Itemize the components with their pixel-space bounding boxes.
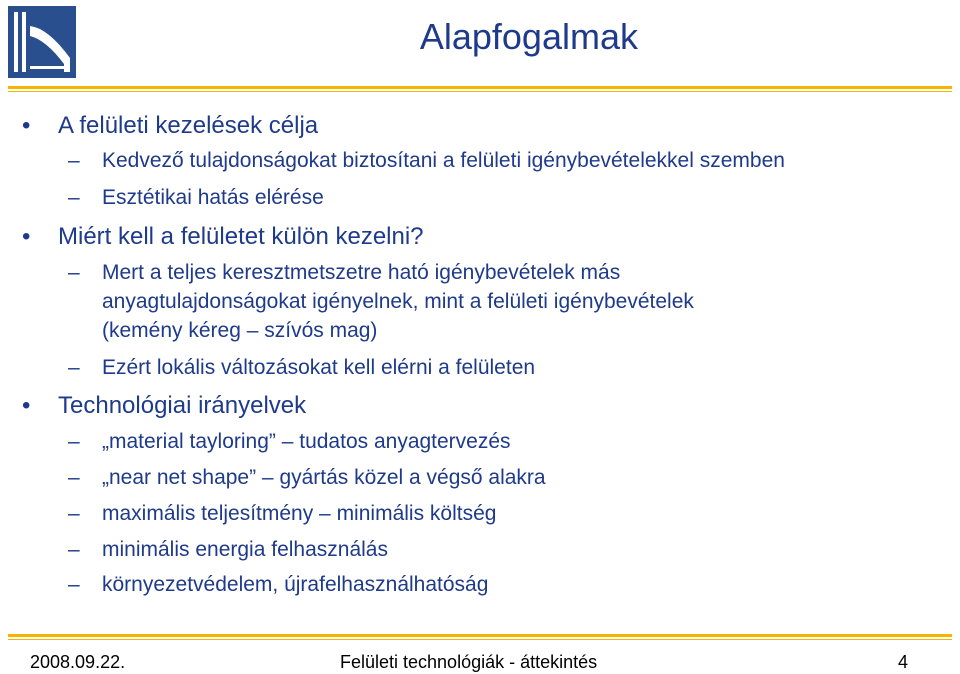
- en-dash-icon: –: [68, 186, 80, 209]
- sub-bullet-item: [68, 427, 511, 457]
- sub-bullet-item: [68, 499, 497, 529]
- sub-bullet-text: Kedvező tulajdonságokat biztosítani a felületi igénybevételekkel szemben: [102, 149, 785, 172]
- en-dash-icon: –: [68, 573, 80, 596]
- sub-bullet-text: (kemény kéreg – szívós mag): [102, 319, 378, 342]
- header-rule: [8, 86, 952, 89]
- sub-bullet-text: minimális energia felhasználás: [102, 538, 388, 561]
- footer-rule-thin: [8, 639, 952, 640]
- sub-bullet-text: „near net shape” – gyártás közel a végső alakra: [102, 466, 546, 489]
- sub-bullet-text: Ezért lokális változásokat kell elérni a felületen: [102, 356, 536, 379]
- bullet-item: [22, 112, 319, 140]
- en-dash-icon: –: [68, 149, 80, 172]
- en-dash-icon: –: [68, 538, 80, 561]
- sub-bullet-text: anyagtulajdonságokat igényelnek, mint a felületi igénybevételek: [102, 290, 694, 313]
- footer-rule: [8, 634, 952, 637]
- footer-course: Felületi technológiák - áttekintés: [340, 652, 598, 672]
- footer-page-number: 4: [897, 652, 908, 672]
- sub-bullet-text: maximális teljesítmény – minimális költség: [102, 502, 497, 525]
- sub-bullet-continuation: [102, 287, 694, 317]
- footer-date: 2008.09.22.: [30, 652, 126, 672]
- slide-title: Alapfogalmak: [419, 16, 638, 57]
- bullet-text: Technológiai irányelvek: [58, 392, 307, 419]
- en-dash-icon: –: [68, 430, 80, 453]
- sub-bullet-item: [68, 535, 388, 565]
- sub-bullet-text: „material tayloring” – tudatos anyagtervezés: [102, 430, 511, 453]
- bullet-dot-icon: •: [22, 112, 31, 139]
- sub-bullet-item: [68, 570, 489, 600]
- en-dash-icon: –: [68, 356, 80, 379]
- sub-bullet-item: [68, 353, 536, 383]
- sub-bullet-item: [68, 463, 546, 493]
- bullet-text: A felületi kezelések célja: [58, 112, 319, 139]
- sub-bullet-text: környezetvédelem, újrafelhasználhatóság: [102, 573, 489, 596]
- en-dash-icon: –: [68, 502, 80, 525]
- bullet-dot-icon: •: [22, 223, 31, 250]
- bullet-text: Miért kell a felületet külön kezelni?: [58, 223, 424, 250]
- sub-bullet-item: [68, 258, 621, 288]
- sub-bullet-text: Mert a teljes keresztmetszetre ható igénybevételek más: [102, 261, 621, 284]
- university-logo-icon: [8, 6, 76, 78]
- header-rule-thin: [8, 91, 952, 92]
- bullet-dot-icon: •: [22, 392, 31, 419]
- sub-bullet-text: Esztétikai hatás elérése: [102, 186, 324, 209]
- sub-bullet-item: [68, 146, 785, 176]
- en-dash-icon: –: [68, 466, 80, 489]
- sub-bullet-item: [68, 183, 324, 213]
- bullet-item: [22, 392, 307, 420]
- sub-bullet-continuation: [102, 316, 377, 346]
- bullet-item: [22, 223, 424, 251]
- en-dash-icon: –: [68, 261, 80, 284]
